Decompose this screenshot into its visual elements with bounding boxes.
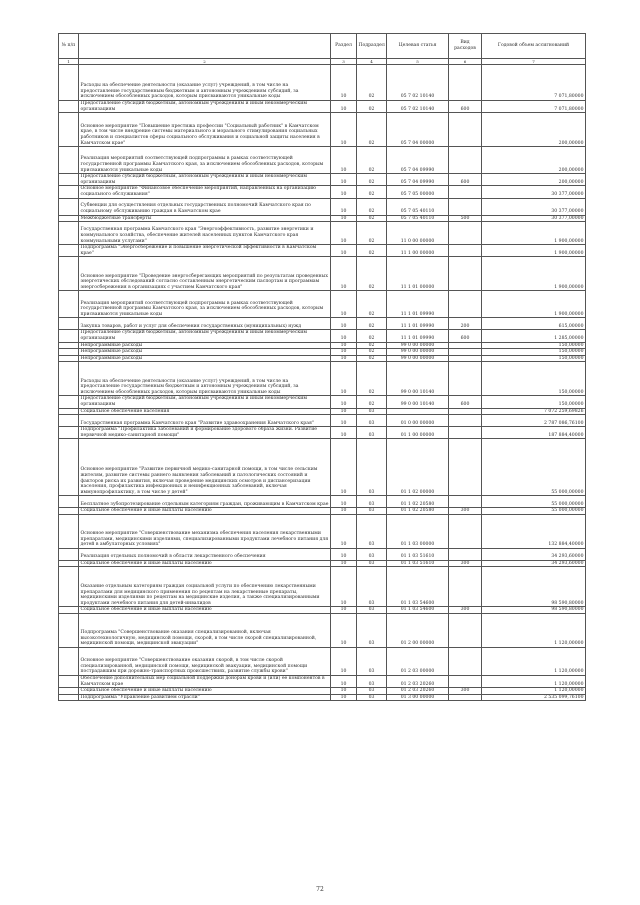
row-expense-type-cell: 500 <box>449 215 482 222</box>
row-expense-type-cell <box>449 439 482 496</box>
row-number-cell <box>59 607 79 614</box>
row-amount-cell: 150,00000 <box>482 362 586 396</box>
row-razdel-cell: 10 <box>331 688 357 695</box>
row-target-article-cell: 01 2 03 00000 <box>387 648 449 676</box>
row-target-article-cell: 11 0 00 00000 <box>387 222 449 245</box>
row-number-cell <box>59 318 79 330</box>
row-number-cell <box>59 408 79 415</box>
row-podrazdel-cell: 02 <box>357 396 387 408</box>
row-podrazdel-cell: 03 <box>357 694 387 701</box>
table-row <box>59 362 586 396</box>
row-name-cell: Подпрограмма "Профилактика заболеваний и формирование здорового образа жизни. Развитие первичной медико-санитарной помощи" <box>79 427 331 439</box>
row-expense-type-cell <box>449 147 482 174</box>
row-amount-cell: 30 377,00000 <box>482 198 586 215</box>
row-razdel-cell: 10 <box>331 427 357 439</box>
row-razdel-cell: 10 <box>331 147 357 174</box>
row-expense-type-cell: 300 <box>449 560 482 567</box>
row-amount-cell: 150,00000 <box>482 342 586 349</box>
row-expense-type-cell: 600 <box>449 330 482 342</box>
row-name-cell: Обеспечение дополнительных мер социальной поддержки донорам крови и (или) ее компонентов в Камчатском крае <box>79 676 331 688</box>
table-row <box>59 548 586 560</box>
row-number-cell <box>59 65 79 101</box>
row-expense-type-cell <box>449 113 482 147</box>
row-number-cell <box>59 291 79 318</box>
row-expense-type-cell <box>449 186 482 198</box>
row-amount-cell: 34 293,60000 <box>482 560 586 567</box>
row-expense-type-cell <box>449 427 482 439</box>
row-amount-cell: 98 590,80000 <box>482 567 586 607</box>
row-expense-type-cell <box>449 355 482 362</box>
row-name-cell: Предоставление субсидий бюджетным, автономным учреждениям и иным некоммерческим организациям <box>79 330 331 342</box>
row-target-article-cell: 01 1 02 20580 <box>387 508 449 515</box>
row-razdel-cell: 10 <box>331 174 357 186</box>
table-row <box>59 694 586 701</box>
row-number-cell <box>59 548 79 560</box>
table-row <box>59 396 586 408</box>
table-row <box>59 65 586 101</box>
row-name-cell: Субвенции для осуществления отдельных государственных полномочий Камчатского края по социальному обслуживанию граждан в Камчатском крае <box>79 198 331 215</box>
row-target-article-cell: 11 1 01 00000 <box>387 257 449 291</box>
row-expense-type-cell: 300 <box>449 688 482 695</box>
row-expense-type-cell: 600 <box>449 396 482 408</box>
row-podrazdel-cell: 02 <box>357 355 387 362</box>
row-number-cell <box>59 567 79 607</box>
row-podrazdel-cell: 03 <box>357 567 387 607</box>
row-target-article-cell: 99 0 00 00000 <box>387 342 449 349</box>
table-row <box>59 415 586 427</box>
row-target-article-cell: 05 7 02 10140 <box>387 65 449 101</box>
row-razdel-cell: 10 <box>331 415 357 427</box>
row-target-article-cell: 05 7 04 09990 <box>387 174 449 186</box>
row-target-article-cell: 11 1 01 09990 <box>387 291 449 318</box>
row-number-cell <box>59 330 79 342</box>
row-name-cell: Реализация отдельных полномочий в области лекарственного обеспечения <box>79 548 331 560</box>
row-name-cell: Государственная программа Камчатского края "Энергоэффективность, развитие энергетики и коммунального хозяйства, обеспечение жителей населенных пунктов Камчатского края коммунальными услугами" <box>79 222 331 245</box>
row-name-cell: Основное мероприятие "Совершенствование оказания скорой, в том числе скорой специализированной, медицинской помощи, медицинской эвакуации, медицинской помощи пострадавшим при дорожно-транспортных происшествиях, развитие службы крови" <box>79 648 331 676</box>
row-razdel-cell: 10 <box>331 676 357 688</box>
row-name-cell: Основное мероприятие "Совершенствование механизма обеспечения населения лекарственными препаратами, медицинскими изделиями, специализированными продуктами лечебного питания для детей в амбулаторных условиях" <box>79 514 331 548</box>
table-header-row <box>59 34 586 59</box>
row-expense-type-cell: 600 <box>449 101 482 113</box>
row-podrazdel-cell: 02 <box>357 257 387 291</box>
row-target-article-cell: 05 7 05 00000 <box>387 186 449 198</box>
row-razdel-cell: 10 <box>331 560 357 567</box>
header-annual-amount: Годовой объем ассигнований <box>482 34 586 59</box>
index-cell: 4 <box>357 59 387 65</box>
row-amount-cell: 7 072 259,69826 <box>482 408 586 415</box>
row-amount-cell: 150,00000 <box>482 355 586 362</box>
row-expense-type-cell: 600 <box>449 174 482 186</box>
row-number-cell <box>59 101 79 113</box>
row-target-article-cell <box>387 408 449 415</box>
row-expense-type-cell <box>449 415 482 427</box>
row-target-article-cell: 99 0 00 00000 <box>387 355 449 362</box>
table-row <box>59 291 586 318</box>
row-target-article-cell: 01 1 03 51610 <box>387 548 449 560</box>
table-row <box>59 318 586 330</box>
table-row <box>59 245 586 257</box>
row-number-cell <box>59 396 79 408</box>
row-target-article-cell: 11 1 01 09990 <box>387 330 449 342</box>
row-name-cell: Расходы на обеспечение деятельности (оказание услуг) учреждений, в том числе на предоставление государственным бюджетным и автономным учреждениям субсидий, за исключением обособленных расходов, которым присваиваются уникальные коды <box>79 65 331 101</box>
row-razdel-cell: 10 <box>331 65 357 101</box>
row-number-cell <box>59 514 79 548</box>
row-podrazdel-cell: 02 <box>357 318 387 330</box>
row-razdel-cell: 10 <box>331 318 357 330</box>
table-row <box>59 508 586 515</box>
row-amount-cell: 187 884,40000 <box>482 427 586 439</box>
row-number-cell <box>59 174 79 186</box>
row-name-cell: Подпрограмма "Энергосбережение и повышение энергетической эффективности в Камчатском крае" <box>79 245 331 257</box>
row-name-cell: Подпрограмма "Управление развитием отрасли" <box>79 694 331 701</box>
row-number-cell <box>59 508 79 515</box>
row-expense-type-cell: 200 <box>449 318 482 330</box>
row-expense-type-cell <box>449 362 482 396</box>
row-amount-cell: 30 377,00000 <box>482 186 586 198</box>
row-target-article-cell: 01 1 02 20580 <box>387 496 449 508</box>
row-target-article-cell: 01 1 03 54600 <box>387 607 449 614</box>
table-row <box>59 330 586 342</box>
row-name-cell: Подпрограмма "Совершенствование оказания специализированной, включая высокотехнологичную, медицинской помощи, скорой, в том числе скорой специализированной, медицинской помощи, медицинской эвакуации" <box>79 614 331 648</box>
header-target-article: Целевая статья <box>387 34 449 59</box>
index-cell: 7 <box>482 59 586 65</box>
header-number: № п/п <box>59 34 79 59</box>
row-amount-cell: 615,00000 <box>482 318 586 330</box>
row-razdel-cell: 10 <box>331 548 357 560</box>
page-number: 72 <box>316 886 324 893</box>
row-razdel-cell: 10 <box>331 514 357 548</box>
table-row <box>59 215 586 222</box>
row-expense-type-cell <box>449 408 482 415</box>
row-razdel-cell: 10 <box>331 614 357 648</box>
row-name-cell: Предоставление субсидий бюджетным, автономным учреждениям и иным некоммерческим организациям <box>79 396 331 408</box>
row-target-article-cell: 01 1 02 00000 <box>387 439 449 496</box>
table-row <box>59 101 586 113</box>
row-podrazdel-cell: 02 <box>357 186 387 198</box>
row-name-cell: Государственная программа Камчатского края "Развитие здравоохранения Камчатского края" <box>79 415 331 427</box>
header-name <box>79 34 331 59</box>
row-name-cell: Социальное обеспечение населения <box>79 408 331 415</box>
row-number-cell <box>59 342 79 349</box>
row-name-cell: Социальное обеспечение и иные выплаты населению <box>79 607 331 614</box>
row-number-cell <box>59 113 79 147</box>
row-name-cell: Межбюджетные трансферты <box>79 215 331 222</box>
row-target-article-cell: 01 1 00 00000 <box>387 427 449 439</box>
row-expense-type-cell: 300 <box>449 607 482 614</box>
row-number-cell <box>59 676 79 688</box>
row-amount-cell: 2 535 099,76100 <box>482 694 586 701</box>
row-podrazdel-cell: 03 <box>357 676 387 688</box>
row-amount-cell: 7 071,80000 <box>482 65 586 101</box>
row-number-cell <box>59 648 79 676</box>
budget-table-sheet <box>58 33 585 701</box>
row-name-cell: Предоставление субсидий бюджетным, автономным учреждениям и иным некоммерческим организациям <box>79 101 331 113</box>
row-razdel-cell: 10 <box>331 439 357 496</box>
row-expense-type-cell <box>449 548 482 560</box>
table-row <box>59 342 586 349</box>
row-razdel-cell: 10 <box>331 215 357 222</box>
row-amount-cell: 55 000,00000 <box>482 508 586 515</box>
row-amount-cell: 200,00000 <box>482 113 586 147</box>
table-row <box>59 607 586 614</box>
row-expense-type-cell <box>449 514 482 548</box>
row-podrazdel-cell: 02 <box>357 342 387 349</box>
table-row <box>59 496 586 508</box>
row-target-article-cell: 01 1 03 00000 <box>387 514 449 548</box>
row-razdel-cell: 10 <box>331 245 357 257</box>
table-row <box>59 514 586 548</box>
row-podrazdel-cell: 02 <box>357 198 387 215</box>
row-razdel-cell: 10 <box>331 496 357 508</box>
row-podrazdel-cell: 02 <box>357 349 387 356</box>
row-podrazdel-cell: 02 <box>357 113 387 147</box>
table-row <box>59 147 586 174</box>
row-expense-type-cell <box>449 614 482 648</box>
row-amount-cell: 1 120,00000 <box>482 648 586 676</box>
row-razdel-cell: 10 <box>331 222 357 245</box>
row-expense-type-cell <box>449 676 482 688</box>
row-name-cell: Социальное обеспечение и иные выплаты населению <box>79 688 331 695</box>
row-amount-cell: 1 120,00000 <box>482 614 586 648</box>
row-razdel-cell: 10 <box>331 101 357 113</box>
row-name-cell: Непрограммные расходы <box>79 342 331 349</box>
table-row <box>59 349 586 356</box>
row-podrazdel-cell: 03 <box>357 496 387 508</box>
row-podrazdel-cell: 02 <box>357 222 387 245</box>
row-podrazdel-cell: 03 <box>357 514 387 548</box>
table-row <box>59 186 586 198</box>
table-row <box>59 355 586 362</box>
table-row <box>59 174 586 186</box>
row-number-cell <box>59 496 79 508</box>
row-podrazdel-cell: 03 <box>357 688 387 695</box>
row-name-cell: Реализация мероприятий соответствующей подпрограммы в рамках соответствующей государственной программы Камчатского края, за исключением обособленных расходов, которым присваиваются уникальные коды <box>79 147 331 174</box>
table-row <box>59 113 586 147</box>
budget-table <box>58 33 586 701</box>
row-name-cell: Основное мероприятие "Развитие первичной медико-санитарной помощи, в том числе сельским жителям, развитие системы раннего выявления заболеваний и патологических состояний и факторов риска их развития, включая проведение медицинских осмотров и диспансеризации населения, профилактика инфекционных и неинфекционных заболеваний, включая иммунопрофилактику, в том числе у детей" <box>79 439 331 496</box>
row-podrazdel-cell: 02 <box>357 65 387 101</box>
row-expense-type-cell <box>449 257 482 291</box>
row-razdel-cell: 10 <box>331 694 357 701</box>
row-podrazdel-cell: 03 <box>357 439 387 496</box>
row-razdel-cell: 10 <box>331 342 357 349</box>
row-number-cell <box>59 245 79 257</box>
row-expense-type-cell <box>449 65 482 101</box>
row-amount-cell: 98 590,80000 <box>482 607 586 614</box>
row-razdel-cell: 10 <box>331 198 357 215</box>
row-name-cell: Предоставление субсидий бюджетным, автономным учреждениям и иным некоммерческим организациям <box>79 174 331 186</box>
row-number-cell <box>59 415 79 427</box>
row-number-cell <box>59 147 79 174</box>
row-target-article-cell: 01 2 03 20260 <box>387 676 449 688</box>
row-podrazdel-cell: 03 <box>357 415 387 427</box>
row-razdel-cell: 10 <box>331 567 357 607</box>
row-name-cell: Основное мероприятие "Повышение престижа профессии "Социальный работник" в Камчатском крае, в том числе внедрение системы материального и морального стимулирования социальных работников и специалистов сферы социального обслуживания и социальной защиты населения в Камчатском крае" <box>79 113 331 147</box>
table-row <box>59 408 586 415</box>
row-name-cell: Закупка товаров, работ и услуг для обеспечения государственных (муниципальных) нужд <box>79 318 331 330</box>
row-amount-cell: 1 900,00000 <box>482 291 586 318</box>
row-podrazdel-cell: 03 <box>357 560 387 567</box>
row-number-cell <box>59 694 79 701</box>
row-name-cell: Реализация мероприятий соответствующей подпрограммы в рамках соответствующей государственной программы Камчатского края, за исключением обособленных расходов, которым присваиваются уникальные коды <box>79 291 331 318</box>
row-amount-cell: 1 900,00000 <box>482 245 586 257</box>
table-row <box>59 560 586 567</box>
row-amount-cell: 55 000,00000 <box>482 496 586 508</box>
row-razdel-cell: 10 <box>331 362 357 396</box>
row-number-cell <box>59 257 79 291</box>
row-razdel-cell: 10 <box>331 186 357 198</box>
row-target-article-cell: 99 0 00 00000 <box>387 349 449 356</box>
row-razdel-cell: 10 <box>331 291 357 318</box>
row-number-cell <box>59 362 79 396</box>
row-expense-type-cell <box>449 198 482 215</box>
row-podrazdel-cell: 03 <box>357 614 387 648</box>
row-podrazdel-cell: 02 <box>357 174 387 186</box>
header-razdel: Раздел <box>331 34 357 59</box>
table-row <box>59 614 586 648</box>
row-expense-type-cell <box>449 291 482 318</box>
row-target-article-cell: 11 1 00 00000 <box>387 245 449 257</box>
row-razdel-cell: 10 <box>331 648 357 676</box>
table-row <box>59 439 586 496</box>
header-expense-type: Вид расходов <box>449 34 482 59</box>
row-amount-cell: 200,00000 <box>482 174 586 186</box>
row-target-article-cell: 05 7 04 09990 <box>387 147 449 174</box>
index-cell: 1 <box>59 59 79 65</box>
row-razdel-cell: 10 <box>331 607 357 614</box>
row-name-cell: Основное мероприятие "Проведение энергосберегающих мероприятий по результатам проведенных энергетических обследований согласно составленным энергетическим паспортам и программам энергосбережения в организациях с участием Камчатского края" <box>79 257 331 291</box>
row-target-article-cell: 99 0 00 10140 <box>387 396 449 408</box>
table-row <box>59 688 586 695</box>
row-name-cell: Социальное обеспечение и иные выплаты населению <box>79 508 331 515</box>
row-amount-cell: 200,00000 <box>482 147 586 174</box>
table-row <box>59 198 586 215</box>
row-razdel-cell: 10 <box>331 257 357 291</box>
row-razdel-cell: 10 <box>331 355 357 362</box>
row-podrazdel-cell: 03 <box>357 508 387 515</box>
row-name-cell: Основное мероприятие "Финансовое обеспечение мероприятий, направленных на организацию социального обслуживания" <box>79 186 331 198</box>
row-name-cell: Непрограммные расходы <box>79 349 331 356</box>
table-row <box>59 567 586 607</box>
row-amount-cell: 30 377,00000 <box>482 215 586 222</box>
row-number-cell <box>59 222 79 245</box>
row-amount-cell: 132 884,40000 <box>482 514 586 548</box>
row-podrazdel-cell: 03 <box>357 408 387 415</box>
row-expense-type-cell <box>449 349 482 356</box>
row-name-cell: Бесплатное зубопротезирование отдельным категориям граждан, проживающим в Камчатском крае <box>79 496 331 508</box>
index-cell: 5 <box>387 59 449 65</box>
row-amount-cell: 2 787 086,76100 <box>482 415 586 427</box>
row-number-cell <box>59 439 79 496</box>
table-row <box>59 648 586 676</box>
row-expense-type-cell: 300 <box>449 508 482 515</box>
row-number-cell <box>59 355 79 362</box>
row-expense-type-cell <box>449 567 482 607</box>
row-podrazdel-cell: 03 <box>357 648 387 676</box>
row-expense-type-cell <box>449 245 482 257</box>
row-podrazdel-cell: 02 <box>357 291 387 318</box>
row-target-article-cell: 01 1 03 54600 <box>387 567 449 607</box>
row-expense-type-cell <box>449 694 482 701</box>
row-number-cell <box>59 186 79 198</box>
row-amount-cell: 1 900,00000 <box>482 257 586 291</box>
row-target-article-cell: 05 7 02 10140 <box>387 101 449 113</box>
row-target-article-cell: 01 2 00 00000 <box>387 614 449 648</box>
table-row <box>59 676 586 688</box>
index-cell: 6 <box>449 59 482 65</box>
row-razdel-cell: 10 <box>331 408 357 415</box>
table-row <box>59 427 586 439</box>
row-podrazdel-cell: 03 <box>357 427 387 439</box>
row-podrazdel-cell: 02 <box>357 362 387 396</box>
row-amount-cell: 1 120,00000 <box>482 676 586 688</box>
index-cell: 2 <box>79 59 331 65</box>
row-amount-cell: 150,00000 <box>482 349 586 356</box>
row-amount-cell: 1 285,00000 <box>482 330 586 342</box>
row-number-cell <box>59 614 79 648</box>
row-target-article-cell: 05 7 04 00000 <box>387 113 449 147</box>
row-razdel-cell: 10 <box>331 113 357 147</box>
row-podrazdel-cell: 03 <box>357 548 387 560</box>
row-amount-cell: 1 900,00000 <box>482 222 586 245</box>
row-target-article-cell: 99 0 00 10140 <box>387 362 449 396</box>
row-amount-cell: 7 071,80000 <box>482 101 586 113</box>
table-row <box>59 222 586 245</box>
row-target-article-cell: 01 2 03 20260 <box>387 688 449 695</box>
row-number-cell <box>59 427 79 439</box>
row-number-cell <box>59 560 79 567</box>
row-amount-cell: 1 120,00000 <box>482 688 586 695</box>
row-podrazdel-cell: 02 <box>357 330 387 342</box>
row-amount-cell: 34 293,60000 <box>482 548 586 560</box>
row-number-cell <box>59 688 79 695</box>
row-number-cell <box>59 215 79 222</box>
row-target-article-cell: 01 0 00 00000 <box>387 415 449 427</box>
row-razdel-cell: 10 <box>331 330 357 342</box>
row-name-cell: Непрограммные расходы <box>79 355 331 362</box>
row-target-article-cell: 11 1 01 09990 <box>387 318 449 330</box>
row-podrazdel-cell: 02 <box>357 147 387 174</box>
row-amount-cell: 55 000,00000 <box>482 439 586 496</box>
row-podrazdel-cell: 02 <box>357 101 387 113</box>
row-number-cell <box>59 198 79 215</box>
table-body <box>59 65 586 701</box>
row-expense-type-cell <box>449 222 482 245</box>
row-podrazdel-cell: 02 <box>357 215 387 222</box>
row-target-article-cell: 05 7 05 40110 <box>387 215 449 222</box>
table-row <box>59 257 586 291</box>
row-podrazdel-cell: 02 <box>357 245 387 257</box>
row-target-article-cell: 01 3 00 00000 <box>387 694 449 701</box>
row-expense-type-cell <box>449 496 482 508</box>
row-expense-type-cell <box>449 342 482 349</box>
header-podrazdel: Подраздел <box>357 34 387 59</box>
index-cell: 3 <box>331 59 357 65</box>
row-name-cell: Оказание отдельным категориям граждан социальной услуги по обеспечению лекарственными препаратами для медицинского применения по рецептам на лекарственные препараты, медицинскими изделиями по рецептам на медицинские изделия, а также специализированными продуктами лечебного питания для детей-инвалидов <box>79 567 331 607</box>
row-razdel-cell: 10 <box>331 349 357 356</box>
row-target-article-cell: 01 1 03 51610 <box>387 560 449 567</box>
row-name-cell: Расходы на обеспечение деятельности (оказание услуг) учреждений, в том числе на предоставление государственным бюджетным и автономным учреждениям субсидий, за исключением обособленных расходов, которым присваиваются уникальные коды <box>79 362 331 396</box>
row-expense-type-cell <box>449 648 482 676</box>
row-podrazdel-cell: 03 <box>357 607 387 614</box>
row-name-cell: Социальное обеспечение и иные выплаты населению <box>79 560 331 567</box>
row-target-article-cell: 05 7 05 40110 <box>387 198 449 215</box>
row-amount-cell: 150,00000 <box>482 396 586 408</box>
row-number-cell <box>59 349 79 356</box>
row-razdel-cell: 10 <box>331 508 357 515</box>
row-razdel-cell: 10 <box>331 396 357 408</box>
